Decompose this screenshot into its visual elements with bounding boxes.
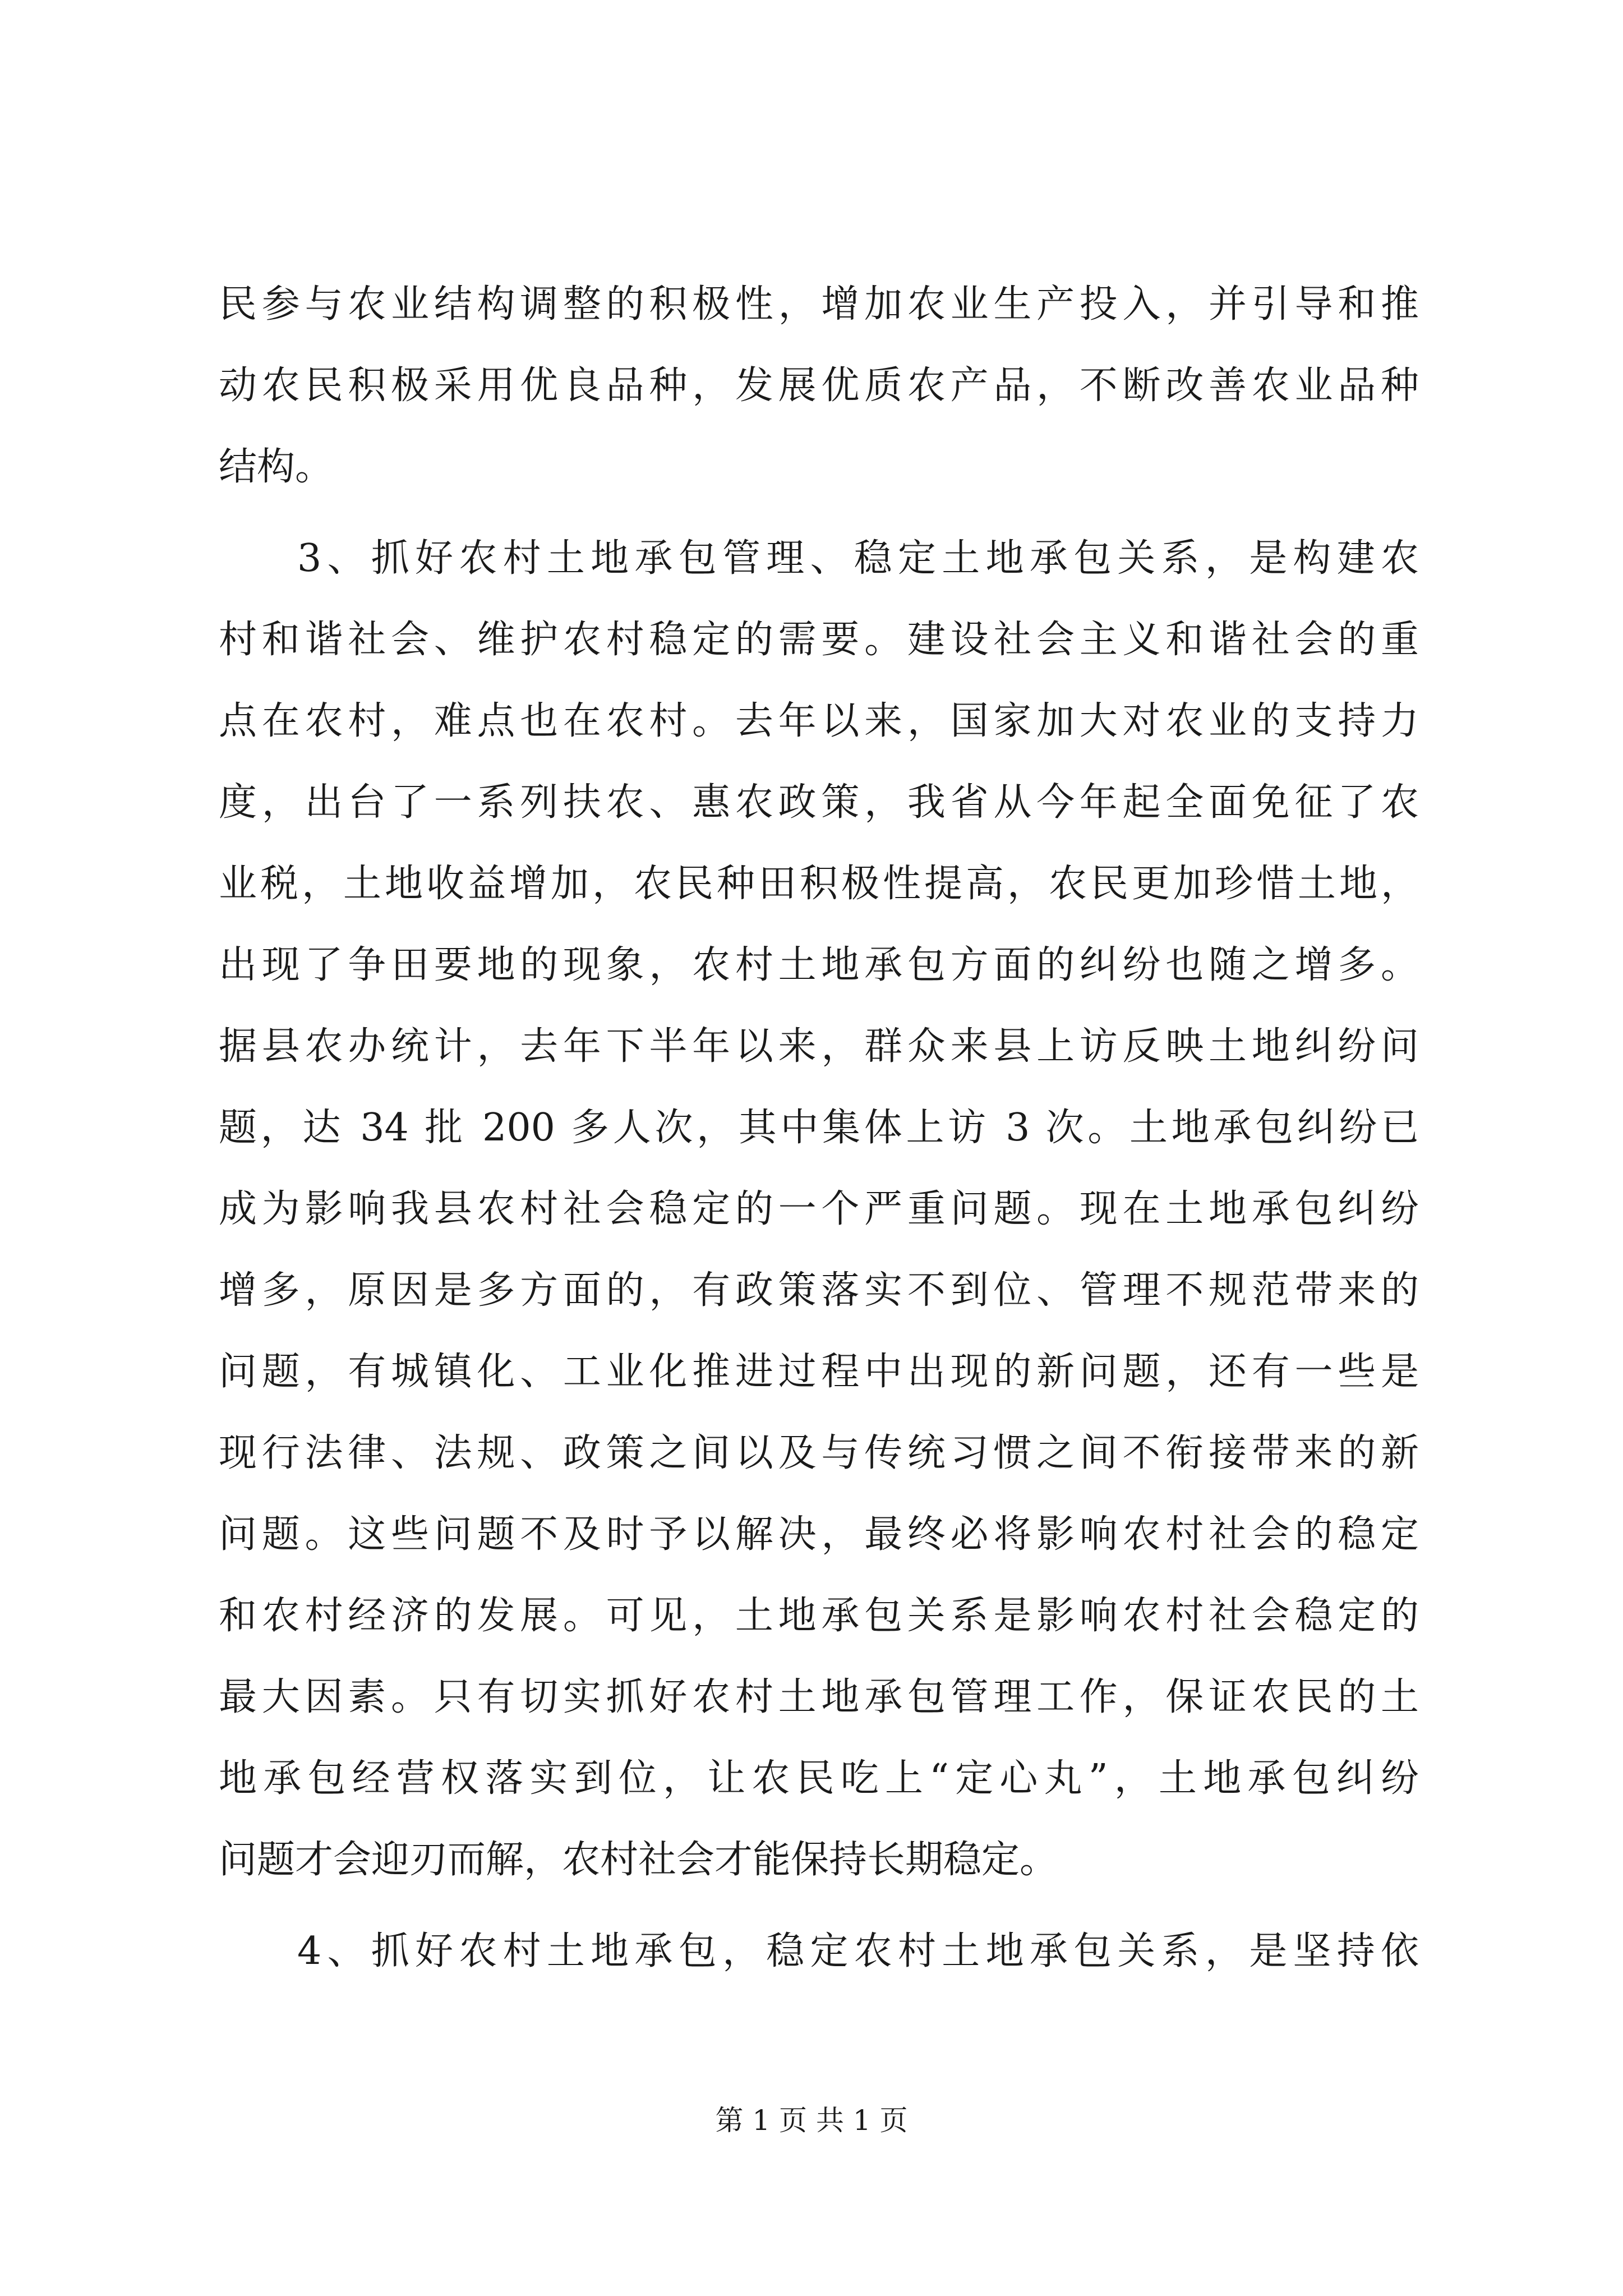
- text-line: 点在农村，难点也在农村。去年以来，国家加大对农业的支持力: [219, 699, 1419, 743]
- text-line: 和农村经济的发展。可见，土地承包关系是影响农村社会稳定的: [219, 1594, 1419, 1638]
- paragraph-first-line: 3、抓好农村土地承包管理、稳定土地承包关系，是构建农: [297, 536, 1419, 581]
- text-line: 增多，原因是多方面的，有政策落实不到位、管理不规范带来的: [219, 1268, 1419, 1313]
- text-line: 题，达 34 批 200 多人次，其中集体上访 3 次。土地承包纠纷已: [219, 1106, 1419, 1150]
- text-line: 动农民积极采用优良品种，发展优质农产品，不断改善农业品种: [219, 364, 1419, 408]
- text-line: 结构。: [219, 445, 334, 489]
- document-body: [219, 264, 1419, 1992]
- text-line: 地承包经营权落实到位，让农民吃上“定心丸”，土地承包纠纷: [219, 1756, 1419, 1801]
- text-line: 成为影响我县农村社会稳定的一个严重问题。现在土地承包纠纷: [219, 1187, 1419, 1231]
- text-line: 民参与农业结构调整的积极性，增加农业生产投入，并引导和推: [219, 282, 1419, 326]
- page-number-footer: 第 1 页 共 1 页: [715, 2104, 908, 2137]
- text-line: 现行法律、法规、政策之间以及与传统习惯之间不衔接带来的新: [219, 1431, 1419, 1475]
- text-line: 问题才会迎刃而解，农村社会才能保持长期稳定。: [219, 1838, 1058, 1882]
- text-line: 业税，土地收益增加，农民种田积极性提高，农民更加珍惜土地，: [219, 862, 1419, 906]
- paragraph-first-line: 4、抓好农村土地承包，稳定农村土地承包关系，是坚持依: [297, 1929, 1419, 1973]
- text-line: 度，出台了一系列扶农、惠农政策，我省从今年起全面免征了农: [219, 780, 1419, 825]
- text-line: 问题。这些问题不及时予以解决，最终必将影响农村社会的稳定: [219, 1512, 1419, 1557]
- text-line: 出现了争田要地的现象，农村土地承包方面的纠纷也随之增多。: [219, 943, 1419, 987]
- text-line: 最大因素。只有切实抓好农村土地承包管理工作，保证农民的土: [219, 1675, 1419, 1719]
- text-line: 据县农办统计，去年下半年以来，群众来县上访反映土地纠纷问: [219, 1024, 1419, 1069]
- text-line: 村和谐社会、维护农村稳定的需要。建设社会主义和谐社会的重: [219, 618, 1419, 662]
- text-line: 问题，有城镇化、工业化推进过程中出现的新问题，还有一些是: [219, 1350, 1419, 1394]
